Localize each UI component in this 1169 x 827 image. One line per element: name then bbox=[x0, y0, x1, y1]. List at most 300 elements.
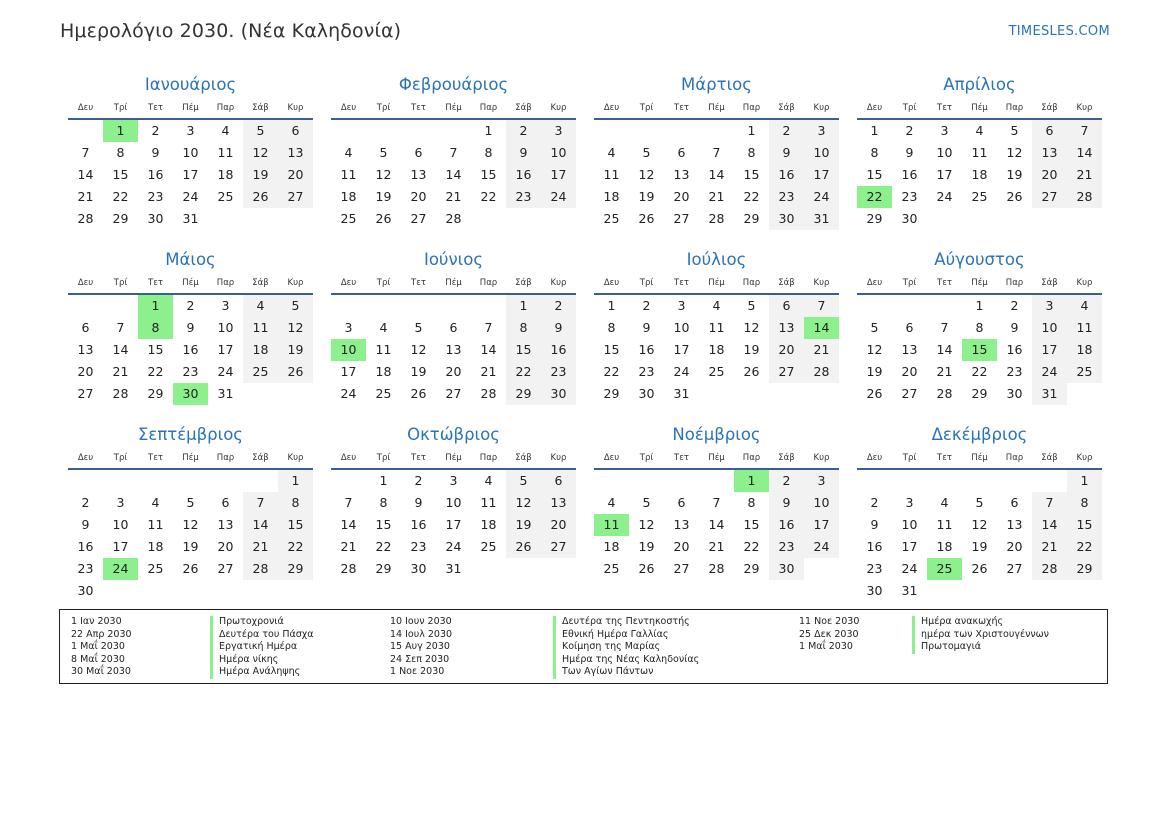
day-cell: 3 bbox=[221, 298, 230, 313]
weekday-label: Δευ bbox=[603, 278, 620, 288]
empty-cell bbox=[103, 470, 138, 492]
day-cell: 6 bbox=[677, 145, 686, 160]
month-calendar bbox=[331, 247, 576, 422]
day-cell: 15 bbox=[278, 514, 313, 536]
day-cell: 27 bbox=[1032, 186, 1067, 208]
day-cell: 5 bbox=[975, 495, 984, 510]
day-cell: 19 bbox=[375, 189, 392, 204]
day-cell: 22 bbox=[743, 189, 760, 204]
day-cell: 9 bbox=[186, 320, 195, 335]
weekday-header bbox=[331, 98, 576, 120]
day-cell: 2 bbox=[506, 120, 541, 142]
day-cell: 15 bbox=[743, 517, 760, 532]
weekday-label: Τετ bbox=[148, 453, 163, 463]
legend-holiday-name: Ημέρα Ανάληψης bbox=[210, 666, 314, 679]
day-cell: 27 bbox=[445, 386, 462, 401]
day-cell: 9 bbox=[1010, 320, 1019, 335]
weekday-label: Τετ bbox=[411, 453, 426, 463]
holiday-day-cell: 14 bbox=[804, 317, 839, 339]
day-cell: 22 bbox=[743, 539, 760, 554]
weekday-label: Πέμ bbox=[182, 453, 199, 463]
day-cell: 2 bbox=[769, 470, 804, 492]
weekday-label: Παρ bbox=[216, 453, 235, 463]
empty-cell bbox=[629, 470, 664, 492]
empty-cell bbox=[927, 295, 962, 317]
weekday-label: Πέμ bbox=[708, 453, 725, 463]
day-cell: 23 bbox=[410, 539, 427, 554]
day-cell: 7 bbox=[712, 145, 721, 160]
day-cell: 9 bbox=[769, 492, 804, 514]
day-cell: 16 bbox=[638, 342, 655, 357]
day-cell: 17 bbox=[340, 364, 357, 379]
day-cell: 27 bbox=[673, 561, 690, 576]
day-cell: 20 bbox=[1006, 539, 1023, 554]
weekday-label: Πέμ bbox=[708, 103, 725, 113]
weekday-label: Σάβ bbox=[515, 278, 532, 288]
weekday-label: Παρ bbox=[1005, 103, 1024, 113]
empty-cell bbox=[436, 120, 471, 142]
day-cell: 21 bbox=[1067, 164, 1102, 186]
day-cell: 3 bbox=[186, 123, 195, 138]
day-cell: 6 bbox=[1010, 495, 1019, 510]
day-cell: 3 bbox=[116, 495, 125, 510]
day-cell: 19 bbox=[638, 189, 655, 204]
day-cell: 11 bbox=[708, 320, 725, 335]
day-cell: 15 bbox=[1067, 514, 1102, 536]
weekday-label: Τετ bbox=[937, 278, 952, 288]
day-cell: 26 bbox=[243, 186, 278, 208]
legend-date: 11 Νοε 2030 bbox=[799, 616, 860, 627]
day-cell: 13 bbox=[278, 142, 313, 164]
legend-dates-column bbox=[390, 616, 452, 679]
empty-cell bbox=[857, 470, 892, 492]
day-cell: 16 bbox=[77, 539, 94, 554]
day-cell: 5 bbox=[186, 495, 195, 510]
months-grid bbox=[68, 72, 1102, 597]
legend-holiday-name: Κοίμηση της Μαρίας bbox=[553, 641, 699, 654]
empty-cell bbox=[173, 470, 208, 492]
empty-cell bbox=[699, 120, 734, 142]
empty-cell bbox=[331, 470, 366, 492]
day-cell: 31 bbox=[182, 211, 199, 226]
day-cell: 16 bbox=[182, 342, 199, 357]
day-cell: 15 bbox=[743, 167, 760, 182]
day-cell: 6 bbox=[677, 495, 686, 510]
weekday-label: Πέμ bbox=[971, 278, 988, 288]
day-cell: 1 bbox=[506, 295, 541, 317]
day-cell: 11 bbox=[971, 145, 988, 160]
day-cell: 18 bbox=[217, 167, 234, 182]
empty-cell bbox=[103, 295, 138, 317]
month-name: Ιανουάριος bbox=[144, 75, 237, 94]
day-cell: 19 bbox=[506, 514, 541, 536]
day-cell: 9 bbox=[642, 320, 651, 335]
day-cell: 5 bbox=[642, 495, 651, 510]
days-grid bbox=[594, 295, 839, 405]
day-cell: 25 bbox=[217, 189, 234, 204]
day-cell: 6 bbox=[541, 470, 576, 492]
legend-holiday-name: Ημέρα νίκης bbox=[210, 654, 314, 667]
weekday-label: Σάβ bbox=[1041, 278, 1058, 288]
day-cell: 16 bbox=[769, 514, 804, 536]
day-cell: 7 bbox=[116, 320, 125, 335]
legend-date: 30 Μαΐ 2030 bbox=[71, 666, 131, 677]
weekday-header bbox=[68, 273, 313, 295]
day-cell: 1 bbox=[747, 123, 756, 138]
holiday-day-cell: 30 bbox=[173, 383, 208, 405]
day-cell: 27 bbox=[410, 211, 427, 226]
day-cell: 28 bbox=[480, 386, 497, 401]
day-cell: 5 bbox=[642, 145, 651, 160]
day-cell: 25 bbox=[243, 361, 278, 383]
day-cell: 2 bbox=[186, 298, 195, 313]
day-cell: 6 bbox=[221, 495, 230, 510]
month-calendar bbox=[594, 422, 839, 597]
holiday-day-cell: 24 bbox=[103, 558, 138, 580]
day-cell: 2 bbox=[769, 120, 804, 142]
day-cell: 11 bbox=[217, 145, 234, 160]
day-cell: 4 bbox=[940, 495, 949, 510]
day-cell: 12 bbox=[743, 320, 760, 335]
weekday-label: Παρ bbox=[216, 103, 235, 113]
legend-date: 1 Μαΐ 2030 bbox=[71, 641, 125, 652]
day-cell: 22 bbox=[480, 189, 497, 204]
day-cell: 24 bbox=[901, 561, 918, 576]
day-cell: 20 bbox=[1032, 164, 1067, 186]
legend-dates-column bbox=[71, 616, 132, 679]
day-cell: 21 bbox=[936, 364, 953, 379]
day-cell: 8 bbox=[278, 492, 313, 514]
day-cell: 4 bbox=[151, 495, 160, 510]
weekday-label: Κυρ bbox=[1076, 278, 1093, 288]
month-name: Αύγουστος bbox=[934, 250, 1025, 269]
month-calendar bbox=[594, 72, 839, 247]
legend-holiday-name: Ημέρα της Νέας Καληδονίας bbox=[553, 654, 699, 667]
weekday-label: Δευ bbox=[77, 453, 94, 463]
day-cell: 2 bbox=[151, 123, 160, 138]
day-cell: 13 bbox=[769, 317, 804, 339]
weekday-label: Δευ bbox=[866, 278, 883, 288]
day-cell: 17 bbox=[673, 342, 690, 357]
day-cell: 8 bbox=[116, 145, 125, 160]
day-cell: 28 bbox=[243, 558, 278, 580]
day-cell: 28 bbox=[1067, 186, 1102, 208]
day-cell: 12 bbox=[506, 492, 541, 514]
weekday-label: Παρ bbox=[742, 103, 761, 113]
day-cell: 5 bbox=[414, 320, 423, 335]
day-cell: 19 bbox=[743, 342, 760, 357]
holiday-day-cell: 1 bbox=[138, 295, 173, 317]
day-cell: 7 bbox=[1032, 492, 1067, 514]
day-cell: 12 bbox=[375, 167, 392, 182]
day-cell: 30 bbox=[147, 211, 164, 226]
day-cell: 17 bbox=[1032, 339, 1067, 361]
empty-cell bbox=[629, 120, 664, 142]
day-cell: 13 bbox=[445, 342, 462, 357]
day-cell: 12 bbox=[410, 342, 427, 357]
day-cell: 13 bbox=[1006, 517, 1023, 532]
day-cell: 16 bbox=[147, 167, 164, 182]
day-cell: 14 bbox=[708, 167, 725, 182]
day-cell: 9 bbox=[769, 142, 804, 164]
day-cell: 13 bbox=[673, 517, 690, 532]
day-cell: 23 bbox=[866, 561, 883, 576]
month-name: Απρίλιος bbox=[943, 75, 1016, 94]
day-cell: 3 bbox=[449, 473, 458, 488]
day-cell: 5 bbox=[506, 470, 541, 492]
weekday-label: Κυρ bbox=[287, 278, 304, 288]
day-cell: 30 bbox=[866, 583, 883, 598]
weekday-label: Πέμ bbox=[971, 453, 988, 463]
day-cell: 26 bbox=[506, 536, 541, 558]
weekday-label: Σάβ bbox=[252, 278, 269, 288]
day-cell: 22 bbox=[603, 364, 620, 379]
weekday-label: Σάβ bbox=[252, 453, 269, 463]
day-cell: 28 bbox=[77, 211, 94, 226]
weekday-label: Δευ bbox=[340, 278, 357, 288]
legend-holiday-name: Πρωτομαγιά bbox=[912, 641, 1049, 654]
day-cell: 26 bbox=[971, 561, 988, 576]
legend-date: 25 Δεκ 2030 bbox=[799, 628, 859, 640]
day-cell: 7 bbox=[804, 295, 839, 317]
month-calendar bbox=[857, 72, 1102, 247]
days-grid bbox=[857, 470, 1102, 602]
day-cell: 22 bbox=[506, 361, 541, 383]
day-cell: 21 bbox=[77, 189, 94, 204]
day-cell: 18 bbox=[936, 539, 953, 554]
day-cell: 6 bbox=[769, 295, 804, 317]
day-cell: 9 bbox=[541, 317, 576, 339]
empty-cell bbox=[331, 120, 366, 142]
day-cell: 17 bbox=[217, 342, 234, 357]
day-cell: 12 bbox=[278, 317, 313, 339]
day-cell: 30 bbox=[410, 561, 427, 576]
day-cell: 3 bbox=[677, 298, 686, 313]
empty-cell bbox=[997, 470, 1032, 492]
day-cell: 19 bbox=[866, 364, 883, 379]
day-cell: 30 bbox=[638, 386, 655, 401]
day-cell: 26 bbox=[638, 211, 655, 226]
empty-cell bbox=[331, 295, 366, 317]
day-cell: 14 bbox=[77, 167, 94, 182]
day-cell: 8 bbox=[747, 495, 756, 510]
empty-cell bbox=[594, 470, 629, 492]
weekday-label: Τετ bbox=[674, 103, 689, 113]
weekday-label: Τετ bbox=[674, 453, 689, 463]
day-cell: 11 bbox=[243, 317, 278, 339]
day-cell: 14 bbox=[1067, 142, 1102, 164]
day-cell: 28 bbox=[804, 361, 839, 383]
weekday-label: Δευ bbox=[77, 103, 94, 113]
day-cell: 10 bbox=[217, 320, 234, 335]
day-cell: 27 bbox=[77, 386, 94, 401]
day-cell: 19 bbox=[182, 539, 199, 554]
month-name: Μάιος bbox=[165, 250, 216, 269]
empty-cell bbox=[962, 470, 997, 492]
empty-cell bbox=[699, 470, 734, 492]
empty-cell bbox=[68, 295, 103, 317]
day-cell: 11 bbox=[1067, 317, 1102, 339]
day-cell: 13 bbox=[410, 167, 427, 182]
weekday-label: Σάβ bbox=[1041, 453, 1058, 463]
day-cell: 26 bbox=[375, 211, 392, 226]
day-cell: 22 bbox=[375, 539, 392, 554]
month-name: Σεπτέμβριος bbox=[138, 425, 243, 444]
weekday-label: Τετ bbox=[937, 453, 952, 463]
day-cell: 12 bbox=[638, 167, 655, 182]
legend-holiday-name: Εθνική Ημέρα Γαλλίας bbox=[553, 629, 699, 642]
day-cell: 20 bbox=[673, 539, 690, 554]
day-cell: 17 bbox=[112, 539, 129, 554]
empty-cell bbox=[927, 470, 962, 492]
day-cell: 10 bbox=[901, 517, 918, 532]
month-calendar bbox=[331, 72, 576, 247]
day-cell: 15 bbox=[375, 517, 392, 532]
day-cell: 3 bbox=[905, 495, 914, 510]
day-cell: 31 bbox=[1032, 383, 1067, 405]
legend-holiday-name: Ημέρα ανακωχής bbox=[912, 616, 1049, 629]
day-cell: 22 bbox=[147, 364, 164, 379]
weekday-label: Σάβ bbox=[778, 278, 795, 288]
day-cell: 19 bbox=[243, 164, 278, 186]
day-cell: 24 bbox=[182, 189, 199, 204]
weekday-label: Τρί bbox=[639, 278, 654, 288]
month-calendar bbox=[857, 422, 1102, 597]
month-name: Δεκέμβριος bbox=[931, 425, 1028, 444]
day-cell: 18 bbox=[603, 539, 620, 554]
day-cell: 23 bbox=[769, 536, 804, 558]
days-grid bbox=[331, 470, 576, 580]
day-cell: 29 bbox=[112, 211, 129, 226]
day-cell: 26 bbox=[182, 561, 199, 576]
day-cell: 14 bbox=[445, 167, 462, 182]
weekday-label: Δευ bbox=[603, 103, 620, 113]
weekday-label: Κυρ bbox=[287, 103, 304, 113]
day-cell: 27 bbox=[901, 386, 918, 401]
weekday-label: Τρί bbox=[902, 453, 917, 463]
day-cell: 13 bbox=[901, 342, 918, 357]
day-cell: 21 bbox=[243, 536, 278, 558]
weekday-label: Πέμ bbox=[182, 278, 199, 288]
days-grid bbox=[68, 120, 313, 230]
day-cell: 29 bbox=[866, 211, 883, 226]
day-cell: 4 bbox=[243, 295, 278, 317]
weekday-label: Κυρ bbox=[813, 278, 830, 288]
day-cell: 6 bbox=[414, 145, 423, 160]
empty-cell bbox=[857, 295, 892, 317]
day-cell: 5 bbox=[1010, 123, 1019, 138]
day-cell: 31 bbox=[804, 208, 839, 230]
day-cell: 10 bbox=[936, 145, 953, 160]
weekday-label: Δευ bbox=[340, 453, 357, 463]
day-cell: 7 bbox=[712, 495, 721, 510]
weekday-label: Παρ bbox=[479, 453, 498, 463]
day-cell: 18 bbox=[375, 364, 392, 379]
site-link[interactable]: TIMESLES.COM bbox=[1008, 24, 1110, 39]
day-cell: 9 bbox=[151, 145, 160, 160]
days-grid bbox=[331, 295, 576, 405]
day-cell: 17 bbox=[182, 167, 199, 182]
day-cell: 12 bbox=[866, 342, 883, 357]
day-cell: 1 bbox=[484, 123, 493, 138]
day-cell: 23 bbox=[541, 361, 576, 383]
day-cell: 25 bbox=[147, 561, 164, 576]
weekday-label: Τετ bbox=[148, 103, 163, 113]
weekday-label: Τρί bbox=[639, 103, 654, 113]
legend-dates-column bbox=[799, 616, 859, 654]
day-cell: 15 bbox=[480, 167, 497, 182]
day-cell: 23 bbox=[77, 561, 94, 576]
day-cell: 24 bbox=[673, 364, 690, 379]
day-cell: 14 bbox=[243, 514, 278, 536]
day-cell: 27 bbox=[673, 211, 690, 226]
month-calendar bbox=[68, 247, 313, 422]
weekday-label: Σάβ bbox=[515, 103, 532, 113]
day-cell: 13 bbox=[673, 167, 690, 182]
day-cell: 7 bbox=[81, 145, 90, 160]
legend-holiday-name: Δευτέρα του Πάσχα bbox=[210, 629, 314, 642]
day-cell: 19 bbox=[410, 364, 427, 379]
day-cell: 2 bbox=[642, 298, 651, 313]
day-cell: 7 bbox=[484, 320, 493, 335]
legend-date: 1 Μαΐ 2030 bbox=[799, 641, 853, 652]
day-cell: 19 bbox=[1006, 167, 1023, 182]
day-cell: 21 bbox=[1032, 536, 1067, 558]
day-cell: 29 bbox=[506, 383, 541, 405]
legend-names-column bbox=[553, 616, 699, 679]
day-cell: 22 bbox=[112, 189, 129, 204]
day-cell: 18 bbox=[971, 167, 988, 182]
day-cell: 19 bbox=[278, 339, 313, 361]
weekday-label: Τετ bbox=[411, 103, 426, 113]
weekday-label: Παρ bbox=[479, 278, 498, 288]
empty-cell bbox=[243, 470, 278, 492]
empty-cell bbox=[68, 120, 103, 142]
day-cell: 4 bbox=[712, 298, 721, 313]
weekday-label: Παρ bbox=[1005, 453, 1024, 463]
day-cell: 7 bbox=[940, 320, 949, 335]
day-cell: 28 bbox=[340, 561, 357, 576]
day-cell: 7 bbox=[243, 492, 278, 514]
day-cell: 16 bbox=[506, 164, 541, 186]
day-cell: 9 bbox=[905, 145, 914, 160]
day-cell: 4 bbox=[379, 320, 388, 335]
day-cell: 2 bbox=[541, 295, 576, 317]
day-cell: 21 bbox=[708, 189, 725, 204]
day-cell: 22 bbox=[278, 536, 313, 558]
day-cell: 8 bbox=[484, 145, 493, 160]
day-cell: 14 bbox=[480, 342, 497, 357]
day-cell: 1 bbox=[1067, 470, 1102, 492]
day-cell: 25 bbox=[340, 211, 357, 226]
day-cell: 18 bbox=[1067, 339, 1102, 361]
day-cell: 23 bbox=[769, 186, 804, 208]
month-name: Οκτώβριος bbox=[407, 425, 500, 444]
weekday-label: Κυρ bbox=[550, 103, 567, 113]
weekday-header bbox=[68, 98, 313, 120]
day-cell: 12 bbox=[182, 517, 199, 532]
day-cell: 23 bbox=[1006, 364, 1023, 379]
day-cell: 24 bbox=[445, 539, 462, 554]
day-cell: 15 bbox=[147, 342, 164, 357]
day-cell: 28 bbox=[708, 211, 725, 226]
day-cell: 17 bbox=[541, 164, 576, 186]
day-cell: 9 bbox=[506, 142, 541, 164]
day-cell: 27 bbox=[541, 536, 576, 558]
day-cell: 26 bbox=[638, 561, 655, 576]
day-cell: 10 bbox=[804, 492, 839, 514]
day-cell: 2 bbox=[414, 473, 423, 488]
